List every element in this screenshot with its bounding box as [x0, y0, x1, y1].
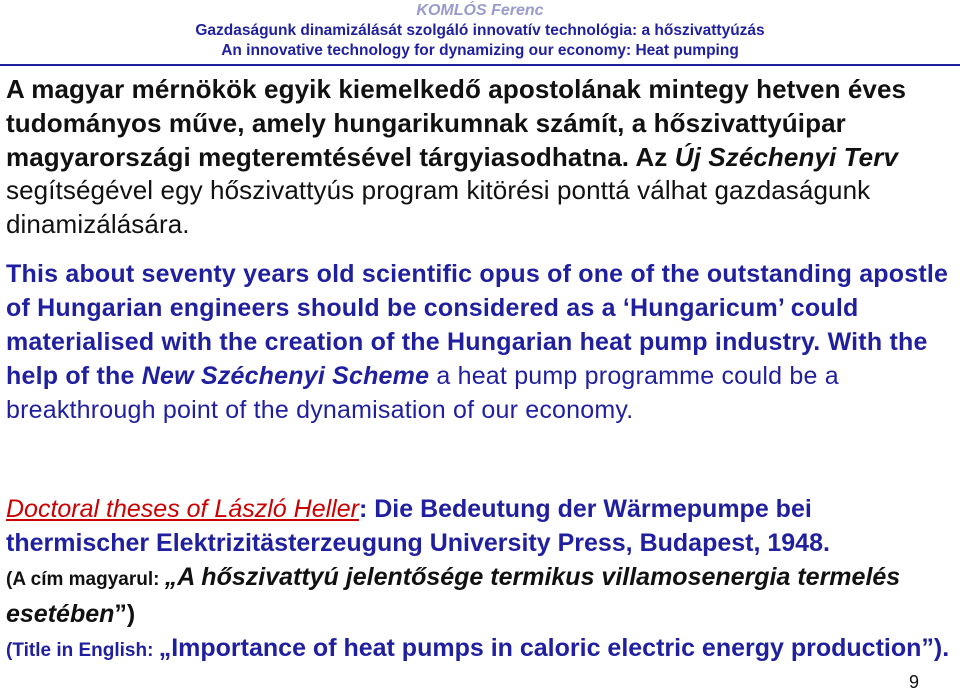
paragraph-hungarian — [6, 73, 956, 242]
header-title-hu: Gazdaságunk dinamizálását szolgáló innovatív technológia: a hőszivattyúzás — [195, 22, 765, 39]
reference-hu-suffix: ”) — [114, 600, 136, 628]
reference-en-prefix: (Title in English: — [6, 640, 159, 661]
reference-colon: : — [358, 495, 368, 523]
reference-label: Doctoral theses of László Heller — [6, 495, 359, 523]
slide-header — [0, 0, 960, 61]
reference-hu-title: „A hőszivattyú jelentősége termikus villamosenergia termelés esetében — [6, 563, 901, 628]
paragraph-hu-text-2: segítségével egy hőszivattyús program kitörési ponttá válhat gazdaságunk dinamizálására. — [6, 175, 871, 240]
paragraph-hu-text-1: A magyar mérnökök egyik kiemelkedő apostolának mintegy hetven éves tudományos műve, amely hungarikumnak számít, a hőszivattyúipar magyarországi megteremtésével tárgyiasodhatna. Az — [6, 74, 907, 172]
paragraph-en-text-1: This about seventy years old scientific opus of one of the outstanding apostle of Hungarian engineers should be considered as a ‘Hungaricum’ could materialised with the creation of the Hungarian heat pump industry. With the help of the — [6, 260, 949, 390]
author-name: KOMLÓS Ferenc — [416, 2, 544, 19]
paragraph-en-emphasis: New Széchenyi Scheme — [141, 362, 430, 390]
paragraph-english — [6, 257, 956, 427]
paragraph-en-text-2: a heat pump programme could be a breakthrough point of the dynamisation of our economy. — [6, 362, 839, 424]
paragraph-hu-emphasis: Új Széchenyi Terv — [674, 141, 899, 172]
reference-citation: Die Bedeutung der Wärmepumpe bei thermischer Elektrizitästerzeugung University Press, Budapest, 1948. — [6, 495, 830, 557]
reference-hu-prefix: (A cím magyarul: — [6, 569, 165, 590]
header-title-en: An innovative technology for dynamizing our economy: Heat pumping — [221, 42, 739, 59]
header-divider — [0, 64, 960, 66]
page-number: 9 — [909, 672, 920, 692]
reference-en-suffix: ”). — [921, 634, 950, 662]
reference-en-title: „Importance of heat pumps in caloric electric energy production — [158, 634, 922, 662]
reference-block — [6, 492, 956, 668]
